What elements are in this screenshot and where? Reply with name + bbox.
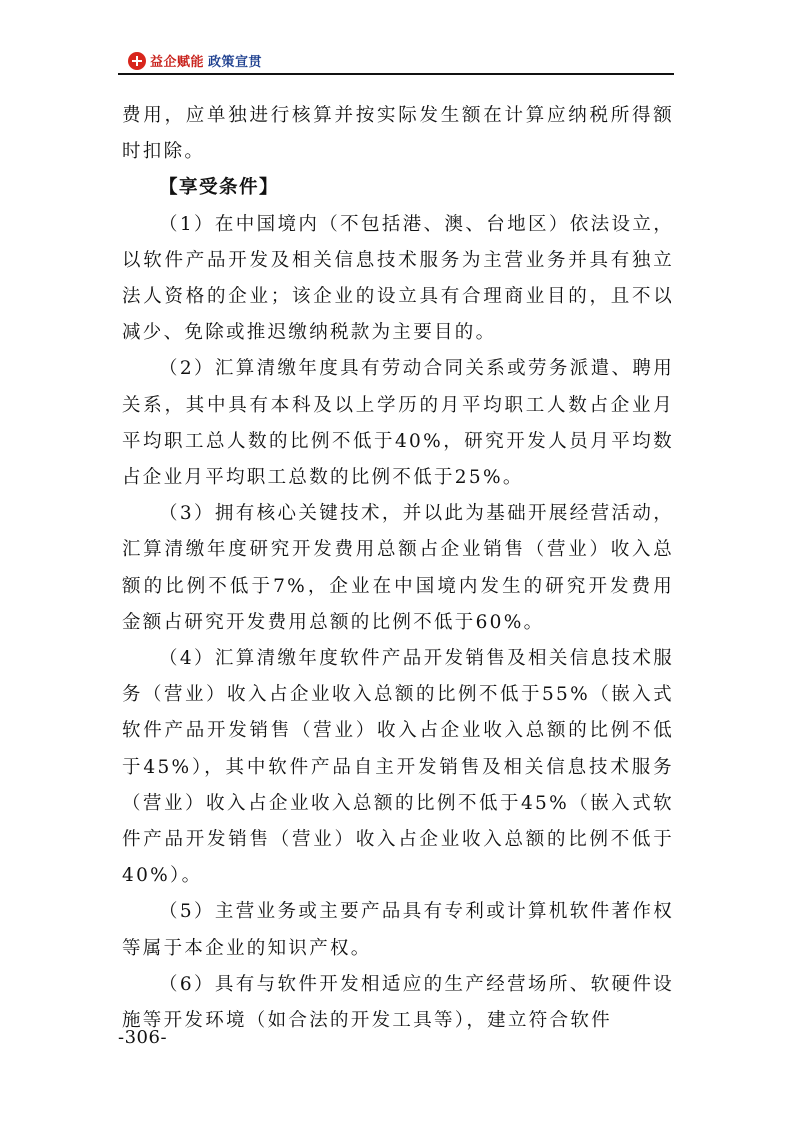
page-header [118, 48, 674, 74]
brand-title-red: 益企赋能 [150, 55, 205, 70]
condition-paragraph-3: （3）拥有核心关键技术，并以此为基础开展经营活动，汇算清缴年度研究开发费用总额占企业销售（营业）收入总额的比例不低于7%，企业在中国境内发生的研究开发费用金额占研究开发费用总额的比例不低于60%。 [122, 503, 674, 633]
page-number: -306- [118, 1027, 168, 1048]
condition-paragraph-6: （6）具有与软件开发相适应的生产经营场所、软硬件设施等开发环境（如合法的开发工具等），建立符合软件 [122, 973, 674, 1032]
continuation-paragraph: 费用，应单独进行核算并按实际发生额在计算应纳税所得额时扣除。 [122, 105, 674, 163]
brand-title [150, 51, 262, 70]
brand-title-blue: 政策宣贯 [208, 55, 263, 70]
condition-paragraph-5: （5）主营业务或主要产品具有专利或计算机软件著作权等属于本企业的知识产权。 [122, 901, 674, 959]
condition-paragraph-2: （2）汇算清缴年度具有劳动合同关系或劳务派遣、聘用关系，其中具有本科及以上学历的月平均职工人数占企业月平均职工总人数的比例不低于40%，研究开发人员月平均数占企业月平均职工总数的比例不低于25%。 [122, 358, 674, 489]
brand-emblem-icon [128, 52, 146, 70]
condition-paragraph-1: （1）在中国境内（不包括港、澳、台地区）依法设立，以软件产品开发及相关信息技术服务为主营业务并具有独立法人资格的企业；该企业的设立具有合理商业目的，且不以减少、免除或推迟缴纳税款为主要目的。 [122, 213, 674, 344]
header-divider [118, 73, 674, 75]
brand-logo [128, 51, 262, 70]
section-heading: 【享受条件】 [159, 177, 280, 199]
document-body [122, 98, 674, 1039]
condition-paragraph-4: （4）汇算清缴年度软件产品开发销售及相关信息技术服务（营业）收入占企业收入总额的比例不低于55%（嵌入式软件产品开发销售（营业）收入占企业收入总额的比例不低于45%），其中软件产品自主开发销售及相关信息技术服务（营业）收入占企业收入总额的比例不低于45%（嵌入式软件产品开发销售（营业）收入占企业收入总额的比例不低于40%）。 [122, 648, 674, 887]
